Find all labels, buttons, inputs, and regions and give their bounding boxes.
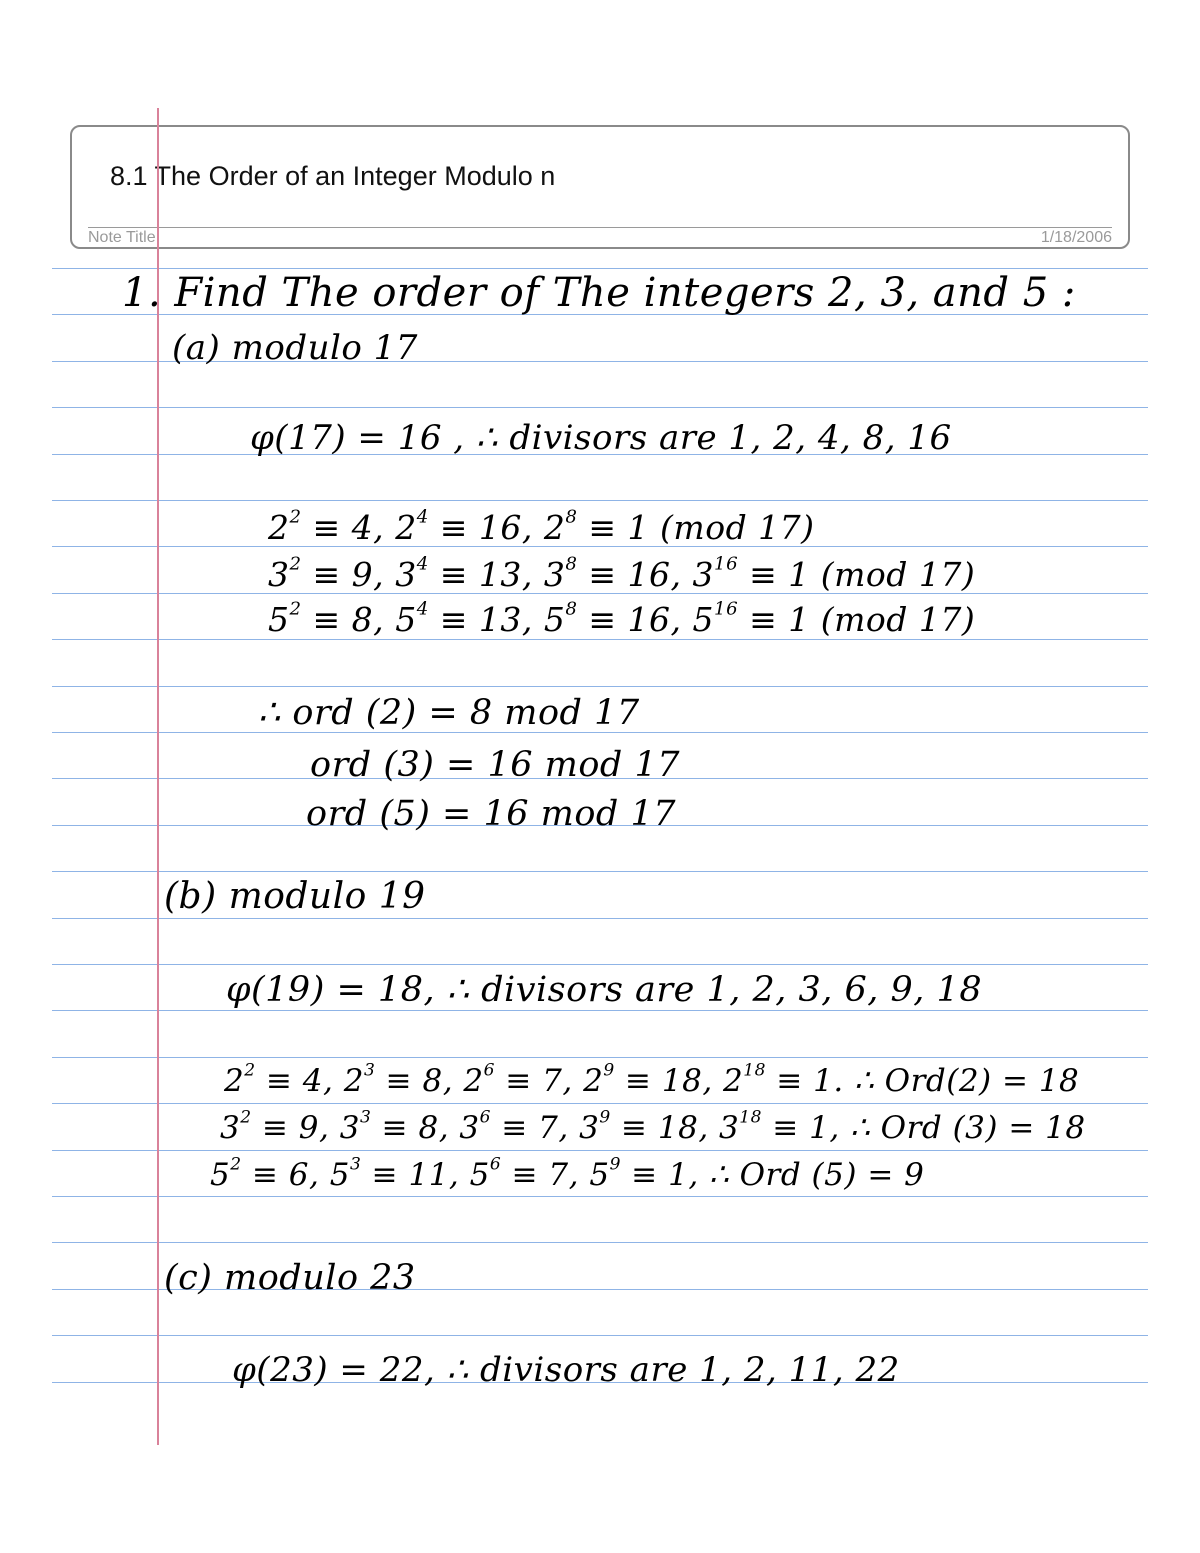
problem-statement: 1. Find The order of The integers 2, 3, and 5 : [122,270,1076,316]
part-b-heading: (b) modulo 19 [164,876,426,917]
part-a-ord-3: ord (3) = 16 mod 17 [310,745,680,785]
part-b-phi-line: φ(19) = 18, ∴ divisors are 1, 2, 3, 6, 9, 18 [226,970,983,1010]
note-title-box [70,125,1130,249]
ruled-line [52,268,1148,269]
part-a-powers-of-5: $5^2 \equiv 8$, $5^4 \equiv 13$, $5^8 \equiv 16$, $5^{16} \equiv 1$ (mod 17) [268,598,976,639]
part-a-powers-of-3: $3^2 \equiv 9$, $3^4 \equiv 13$, $3^8 \equiv 16$, $3^{16} \equiv 1$ (mod 17) [268,553,976,594]
title-divider [88,227,1112,228]
part-b-powers-of-2: $2^2 \equiv 4$, $2^3 \equiv 8$, $2^6 \equiv 7$, $2^9 \equiv 18$, $2^{18} \equiv 1$. ∴ Ord(2) = 18 [224,1060,1080,1099]
ruled-line [52,407,1148,408]
ruled-line [52,1150,1148,1151]
ruled-line [52,1242,1148,1243]
ruled-line [52,871,1148,872]
note-title-label: Note Title [88,229,156,246]
part-c-heading: (c) modulo 23 [164,1258,416,1298]
ruled-line [52,1196,1148,1197]
part-a-ord-5: ord (5) = 16 mod 17 [306,794,676,834]
ruled-line [52,1103,1148,1104]
note-title: 8.1 The Order of an Integer Modulo n [110,161,556,191]
part-a-ord-2: ∴ ord (2) = 8 mod 17 [258,693,640,733]
ruled-line [52,686,1148,687]
part-a-phi-line: φ(17) = 16 , ∴ divisors are 1, 2, 4, 8, 16 [250,418,952,458]
ruled-line [52,1057,1148,1058]
ruled-line [52,500,1148,501]
part-b-powers-of-3: $3^2 \equiv 9$, $3^3 \equiv 8$, $3^6 \equiv 7$, $3^9 \equiv 18$, $3^{18} \equiv 1$, ∴ Ord (3) = 18 [220,1107,1086,1146]
part-a-powers-of-2: $2^2 \equiv 4$, $2^4 \equiv 16$, $2^8 \equiv 1$ (mod 17) [268,506,815,547]
note-date: 1/18/2006 [1040,229,1112,246]
part-c-phi-line: φ(23) = 22, ∴ divisors are 1, 2, 11, 22 [232,1350,900,1390]
ruled-line [52,1335,1148,1336]
part-b-powers-of-5: $5^2 \equiv 6$, $5^3 \equiv 11$, $5^6 \equiv 7$, $5^9 \equiv 1$, ∴ Ord (5) = 9 [210,1154,925,1193]
part-a-heading: (a) modulo 17 [172,328,418,368]
ruled-line [52,964,1148,965]
ruled-line [52,639,1148,640]
ruled-line [52,918,1148,919]
ruled-line [52,1010,1148,1011]
